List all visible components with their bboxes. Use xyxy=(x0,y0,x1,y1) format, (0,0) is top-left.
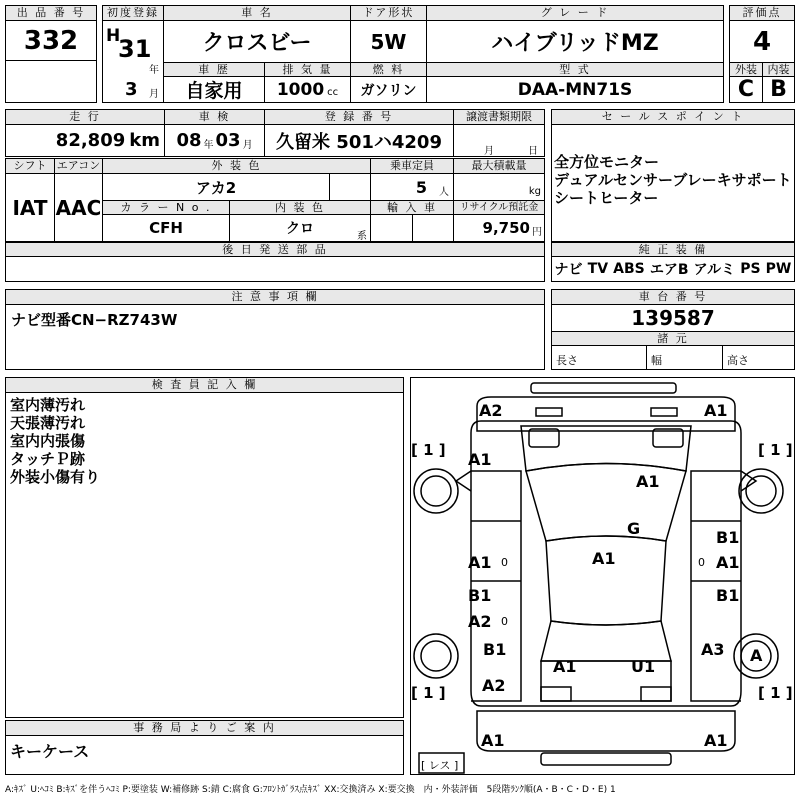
mark-door-rl-b: B1 xyxy=(468,586,492,605)
load-box xyxy=(453,173,545,201)
inspector-line: 外装小傷有り xyxy=(10,468,101,486)
front-bumper-top xyxy=(531,383,676,393)
ac: AAC xyxy=(54,173,103,242)
mark-roof: A1 xyxy=(592,549,616,568)
wheel-rl-inner xyxy=(421,641,451,671)
sales-points xyxy=(551,124,795,242)
sales-label: セ ー ル ス ポ イ ン ト xyxy=(551,109,795,125)
rear-bumper xyxy=(477,711,735,751)
sales-point: シートヒーター xyxy=(554,189,659,207)
mark-rear-fender-r: A3 xyxy=(701,640,725,659)
inspector-line: 室内内張傷 xyxy=(10,432,86,450)
notes-text: ナビ型番CN−RZ743W xyxy=(11,311,178,329)
int-color-box xyxy=(229,214,371,242)
inspector-line: タッチＰ跡 xyxy=(10,450,86,468)
wheel-fl-inner xyxy=(421,476,451,506)
mileage-label: 走 行 xyxy=(5,109,165,125)
rear-window-outline xyxy=(541,621,671,661)
import-label: 輸 入 車 xyxy=(370,200,454,215)
displacement-label: 排 気 量 xyxy=(264,62,351,77)
era: H xyxy=(106,26,121,46)
plate-label: 登 録 番 号 xyxy=(264,109,454,125)
inspection-month-unit: 月 xyxy=(242,140,253,151)
grade: ハイブリッドMZ xyxy=(426,20,724,63)
windshield-outline xyxy=(526,464,686,542)
office-text: キーケース xyxy=(10,742,90,761)
genuine-item: エアB xyxy=(649,262,689,278)
ext-color-extra xyxy=(329,173,371,201)
mark-front-right: A1 xyxy=(704,401,728,420)
reg-month: 3 xyxy=(125,79,138,100)
recycle-amount: 9,750 xyxy=(482,219,530,237)
inspection-year: 08 xyxy=(176,130,202,151)
mark-trunk-l: A1 xyxy=(553,657,577,676)
genuine-item: アルミ xyxy=(693,262,736,278)
exterior-label: 外装 xyxy=(729,62,763,77)
later-parts-box xyxy=(5,256,545,282)
length-label: 長さ xyxy=(556,354,578,367)
shift-label: シフト xyxy=(5,158,55,174)
mark-fender-fl: A1 xyxy=(468,450,492,469)
height-label: 高さ xyxy=(727,354,749,367)
mark-door-fl-zero: 0 xyxy=(501,556,508,569)
notes-label: 注 意 事 項 欄 xyxy=(5,289,545,305)
capacity: 5 xyxy=(415,177,427,197)
inspector-label: 検 査 員 記 入 欄 xyxy=(5,377,404,393)
rear-lamp-left xyxy=(541,687,571,701)
genuine-item: TV xyxy=(587,261,609,277)
mileage-box xyxy=(5,124,165,157)
inspector-line: 室内薄汚れ xyxy=(10,396,86,414)
year-unit: 年 xyxy=(149,65,159,76)
interior-label: 内装 xyxy=(762,62,795,77)
rear-lamp-right xyxy=(641,687,671,701)
tire-rr: [ 1 ] xyxy=(758,684,793,702)
mark-door-rr: B1 xyxy=(716,586,740,605)
inspection-month: 03 xyxy=(215,130,241,151)
mirror-right xyxy=(741,471,756,491)
mark-door-fr-zero: 0 xyxy=(698,556,705,569)
front-grille xyxy=(536,408,562,416)
ac-label: エアコン xyxy=(54,158,103,174)
tire-rl: [ 1 ] xyxy=(411,684,446,702)
capacity-label: 乗車定員 xyxy=(370,158,454,174)
load-unit: kg xyxy=(528,186,541,197)
car-diagram-svg xyxy=(411,378,796,776)
mark-wheel-rr: A xyxy=(750,646,763,665)
transfer-label: 譲渡書類期限 xyxy=(453,109,545,125)
mark-trunk-r: U1 xyxy=(631,657,656,676)
capacity-box xyxy=(370,173,454,201)
mark-door-fr-b: B1 xyxy=(716,528,740,547)
mark-rear-l: A2 xyxy=(482,676,506,695)
tire-fr: [ 1 ] xyxy=(758,441,793,459)
door-type: 5W xyxy=(350,20,427,63)
mark-front-left: A2 xyxy=(479,401,503,420)
mark-hood: A1 xyxy=(636,472,660,491)
transfer-day: 日 xyxy=(528,146,538,157)
displacement: 1000 xyxy=(276,79,325,100)
genuine-item: PW xyxy=(765,261,792,277)
score: 4 xyxy=(729,20,795,63)
genuine-item: PS xyxy=(740,261,761,277)
exterior-grade: C xyxy=(729,76,763,103)
ext-color-label: 外 装 色 xyxy=(102,158,371,174)
capacity-unit: 人 xyxy=(439,186,449,198)
car-name-label: 車 名 xyxy=(163,5,351,21)
int-color-label: 内 装 色 xyxy=(229,200,371,215)
mark-rear-bumper-r: A1 xyxy=(704,731,728,750)
mark-door-fr-a: A1 xyxy=(716,553,740,572)
front-grille-right xyxy=(651,408,677,416)
displacement-unit: cc xyxy=(327,87,339,98)
genuine-label: 純 正 装 備 xyxy=(551,242,795,257)
fuel: ガソリン xyxy=(350,76,427,103)
mark-rear-bumper-l: A1 xyxy=(481,731,505,750)
recycle-box xyxy=(453,214,545,242)
mark-windshield: G xyxy=(627,519,641,538)
import-box-1 xyxy=(370,214,413,242)
rear-bumper-bottom xyxy=(541,753,671,765)
genuine-item: ナビ xyxy=(554,262,583,278)
int-color: クロ xyxy=(286,221,314,237)
transfer-month: 月 xyxy=(484,146,494,157)
mileage-unit: km xyxy=(129,130,160,151)
load-label: 最大積載量 xyxy=(453,158,545,174)
ext-color: アカ2 xyxy=(102,173,330,201)
wheel-fr-inner xyxy=(746,476,776,506)
legend: A:ｷｽﾞ U:ﾍｺﾐ B:ｷｽﾞを伴うﾍｺﾐ P:要塗装 W:補修跡 S:錆 C:腐食 G:ﾌﾛﾝﾄｶﾞﾗｽ点ｷｽﾞ XX:交換済み X:要交換 内・外装評価 5段階ﾗﾝｸ順(A・B・C・D・E) 1 xyxy=(5,785,616,795)
lot-label: 出 品 番 号 xyxy=(5,5,97,21)
car-diagram xyxy=(410,377,795,775)
shift: IAT xyxy=(5,173,55,242)
inspection-label: 車 検 xyxy=(164,109,265,125)
spec-width xyxy=(646,345,723,370)
inspector-notes xyxy=(5,392,404,718)
genuine-items xyxy=(551,256,795,282)
import-box-2 xyxy=(412,214,454,242)
color-no: CFH xyxy=(102,214,230,242)
sales-point: 全方位モニター xyxy=(554,153,660,171)
mileage: 82,809 xyxy=(55,130,126,151)
mark-door-fl: A1 xyxy=(468,553,492,572)
car-name: クロスビー xyxy=(163,20,351,63)
office-box xyxy=(5,735,404,775)
month-unit: 月 xyxy=(149,89,159,100)
model-label: 型 式 xyxy=(426,62,724,77)
spare-label: [ レス ] xyxy=(421,759,459,772)
width-label: 幅 xyxy=(651,354,662,367)
mark-door-rl-zero: 0 xyxy=(501,615,508,628)
first-reg-label: 初度登録 xyxy=(102,5,164,21)
specs-label: 諸 元 xyxy=(551,331,795,346)
lot-blank xyxy=(5,60,97,103)
office-label: 事 務 局 よ り ご 案 内 xyxy=(5,720,404,736)
lot-number: 332 xyxy=(5,20,97,61)
fuel-label: 燃 料 xyxy=(350,62,427,77)
first-reg-box xyxy=(102,20,164,103)
spec-length xyxy=(551,345,647,370)
mark-door-rl-a: A2 xyxy=(468,612,492,631)
inspector-line: 天張薄汚れ xyxy=(10,414,86,432)
notes-box xyxy=(5,304,545,370)
reg-year: 31 xyxy=(118,35,152,63)
chassis-label: 車 台 番 号 xyxy=(551,289,795,305)
inspection-year-unit: 年 xyxy=(203,140,214,151)
transfer-box xyxy=(453,124,545,157)
history-label: 車 歴 xyxy=(163,62,265,77)
model-code: DAA-MN71S xyxy=(426,76,724,103)
grade-label: グ レ ー ド xyxy=(426,5,724,21)
score-label: 評価点 xyxy=(729,5,795,21)
door-label: ドア形状 xyxy=(350,5,427,21)
recycle-label: リサイクル預託金 xyxy=(453,200,545,215)
interior-grade: B xyxy=(762,76,795,103)
genuine-item: ABS xyxy=(613,261,645,277)
history: 自家用 xyxy=(163,76,265,103)
mark-rear-fender-l: B1 xyxy=(483,640,507,659)
chassis-number: 139587 xyxy=(551,304,795,332)
later-parts-label: 後 日 発 送 部 品 xyxy=(5,242,545,257)
sales-point: デュアルセンサーブレーキサポート xyxy=(554,171,792,189)
recycle-unit: 円 xyxy=(532,227,542,238)
plate: 久留米 501ハ4209 xyxy=(264,124,454,157)
spec-height xyxy=(722,345,795,370)
tire-fl: [ 1 ] xyxy=(411,441,446,459)
color-no-label: カ ラ ー N o . xyxy=(102,200,230,215)
int-color-unit: 系 xyxy=(357,231,367,242)
inspection-box xyxy=(164,124,265,157)
displacement-box xyxy=(264,76,351,103)
